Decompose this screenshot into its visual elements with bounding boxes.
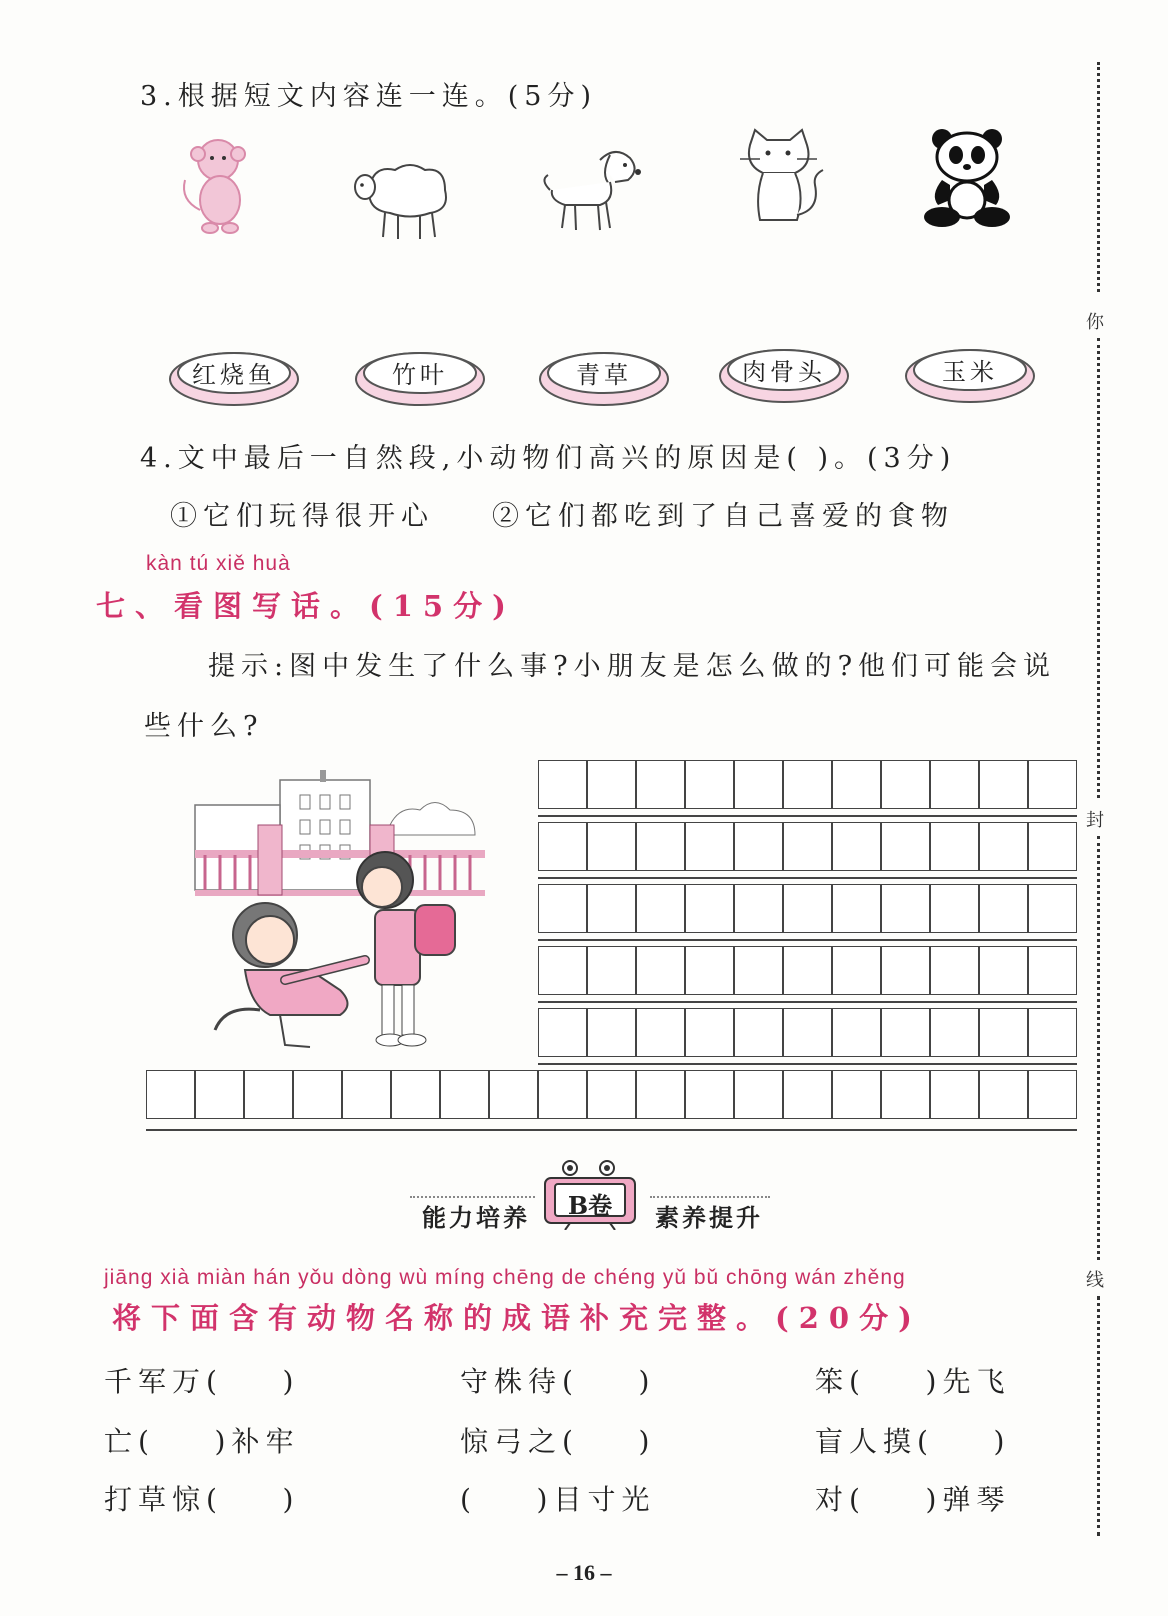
idiom-9[interactable]: 对( )弹琴 [815,1483,1011,1516]
idiom-2[interactable]: 守株待( ) [460,1365,656,1398]
grid-row-line [146,1129,1077,1131]
grid-cell[interactable] [881,760,930,809]
grid-cell[interactable] [930,1008,979,1057]
question-4-option-2[interactable]: ②它们都吃到了自己喜爱的食物 [492,501,954,532]
grid-cell[interactable] [685,1070,734,1119]
grid-cell[interactable] [489,1070,538,1119]
grid-cell[interactable] [783,1008,832,1057]
cat-icon [735,125,835,235]
idiom-8[interactable]: ( )目寸光 [460,1483,656,1516]
panda-icon [920,125,1020,235]
grid-cell[interactable] [1028,1070,1077,1119]
grid-cell[interactable] [685,822,734,871]
grid-cell[interactable] [685,946,734,995]
banner-badge: B卷 [567,1191,613,1220]
grid-cell[interactable] [881,822,930,871]
idiom-1[interactable]: 千军万( ) [104,1365,300,1398]
grid-cell[interactable] [293,1070,342,1119]
grid-cell[interactable] [244,1070,293,1119]
grid-cell[interactable] [538,946,587,995]
helping-grandma-illustration [190,765,490,1060]
grid-cell[interactable] [783,884,832,933]
plate-3 [718,342,850,404]
binding-dotted-line [1097,62,1100,292]
grid-cell[interactable] [1028,822,1077,871]
grid-row-line [538,877,1077,879]
grid-cell[interactable] [1028,760,1077,809]
grid-row-line [538,1063,1077,1065]
grid-cell[interactable] [734,1008,783,1057]
grid-cell[interactable] [979,946,1028,995]
side-mark-3: 线 [1086,1270,1104,1291]
side-mark-1: 你 [1086,312,1104,333]
grid-cell[interactable] [587,884,636,933]
idiom-6[interactable]: 盲人摸( ) [815,1425,1011,1458]
grid-row-line [538,815,1077,817]
grid-cell[interactable] [832,760,881,809]
binding-dotted-line [1097,836,1100,1260]
grid-cell[interactable] [734,884,783,933]
grid-cell[interactable] [881,884,930,933]
grid-row-line [538,1001,1077,1003]
plate-4 [904,342,1036,404]
grid-cell[interactable] [391,1070,440,1119]
grid-cell[interactable] [783,946,832,995]
plate-0 [168,345,300,407]
grid-cell[interactable] [734,760,783,809]
grid-cell[interactable] [146,1070,195,1119]
grid-cell[interactable] [587,822,636,871]
grid-cell[interactable] [979,1008,1028,1057]
grid-cell[interactable] [342,1070,391,1119]
grid-cell[interactable] [979,760,1028,809]
grid-cell[interactable] [930,760,979,809]
idiom-3[interactable]: 笨( )先飞 [815,1365,1011,1398]
side-mark-2: 封 [1086,810,1104,831]
grid-cell[interactable] [930,822,979,871]
grid-cell[interactable] [832,1070,881,1119]
grid-row-line [538,939,1077,941]
grid-cell[interactable] [734,1070,783,1119]
grid-cell[interactable] [587,760,636,809]
grid-cell[interactable] [685,760,734,809]
grid-cell[interactable] [930,884,979,933]
grid-cell[interactable] [538,822,587,871]
idiom-5[interactable]: 惊弓之( ) [460,1425,656,1458]
grid-cell[interactable] [979,884,1028,933]
grid-cell[interactable] [685,884,734,933]
grid-cell[interactable] [930,946,979,995]
plate-label: 红烧鱼 [192,361,276,389]
grid-cell[interactable] [832,884,881,933]
grid-cell[interactable] [538,1008,587,1057]
grid-cell[interactable] [783,760,832,809]
grid-cell[interactable] [783,822,832,871]
plate-label: 肉骨头 [742,358,826,386]
grid-cell[interactable] [881,946,930,995]
grid-cell[interactable] [636,1070,685,1119]
plate-label: 青草 [576,361,632,389]
page-number: – 16 – [556,1560,612,1585]
grid-cell[interactable] [930,1070,979,1119]
grid-cell[interactable] [636,946,685,995]
grid-cell[interactable] [636,1008,685,1057]
binding-dotted-line [1097,338,1100,798]
grid-cell[interactable] [979,822,1028,871]
grid-cell[interactable] [587,1070,636,1119]
grid-cell[interactable] [832,946,881,995]
section-7-hint-line-1: 提示:图中发生了什么事?小朋友是怎么做的?他们可能会说 [208,651,1057,682]
grid-cell[interactable] [734,822,783,871]
grid-cell[interactable] [587,1008,636,1057]
grid-cell[interactable] [979,1070,1028,1119]
grid-cell[interactable] [881,1008,930,1057]
grid-cell[interactable] [587,946,636,995]
monkey-icon [170,130,270,240]
section-7-title: 七、看图写话。(15分) [96,589,516,623]
sheep-icon [350,140,465,250]
idiom-4[interactable]: 亡( )补牢 [104,1425,300,1458]
grid-cell[interactable] [832,822,881,871]
idiom-7[interactable]: 打草惊( ) [104,1483,300,1516]
grid-cell[interactable] [636,884,685,933]
question-3-text: 3.根据短文内容连一连。(5分) [140,81,598,112]
plate-label: 竹叶 [392,361,448,389]
section-b-pinyin: jiāng xià miàn hán yǒu dòng wù míng chēng de chéng yǔ bǔ chōng wán zhěng [104,1266,906,1289]
plate-2 [538,345,670,407]
section-7-pinyin: kàn tú xiě huà [146,552,291,575]
question-4-option-1[interactable]: ①它们玩得很开心 [170,501,434,532]
grid-cell[interactable] [1028,1008,1077,1057]
grid-cell[interactable] [734,946,783,995]
dog-icon [540,135,650,245]
section-b-title: 将下面含有动物名称的成语补充完整。(20分) [112,1301,922,1335]
grid-cell[interactable] [881,1070,930,1119]
grid-cell[interactable] [538,884,587,933]
grid-cell[interactable] [538,760,587,809]
question-4-text: 4.文中最后一自然段,小动物们高兴的原因是( )。(3分) [140,443,957,474]
grid-cell[interactable] [1028,946,1077,995]
binding-dotted-line [1097,1296,1100,1536]
grid-cell[interactable] [832,1008,881,1057]
grid-cell[interactable] [1028,884,1077,933]
grid-cell[interactable] [440,1070,489,1119]
banner-right-text: 素养提升 [655,1205,763,1232]
grid-cell[interactable] [636,822,685,871]
grid-cell[interactable] [195,1070,244,1119]
plate-1 [354,345,486,407]
banner-left-text: 能力培养 [422,1205,530,1232]
grid-cell[interactable] [636,760,685,809]
grid-cell[interactable] [538,1070,587,1119]
plate-label: 玉米 [942,358,998,386]
grid-cell[interactable] [685,1008,734,1057]
grid-cell[interactable] [783,1070,832,1119]
banner [410,1160,770,1230]
section-7-hint-line-2: 些什么? [144,711,264,742]
